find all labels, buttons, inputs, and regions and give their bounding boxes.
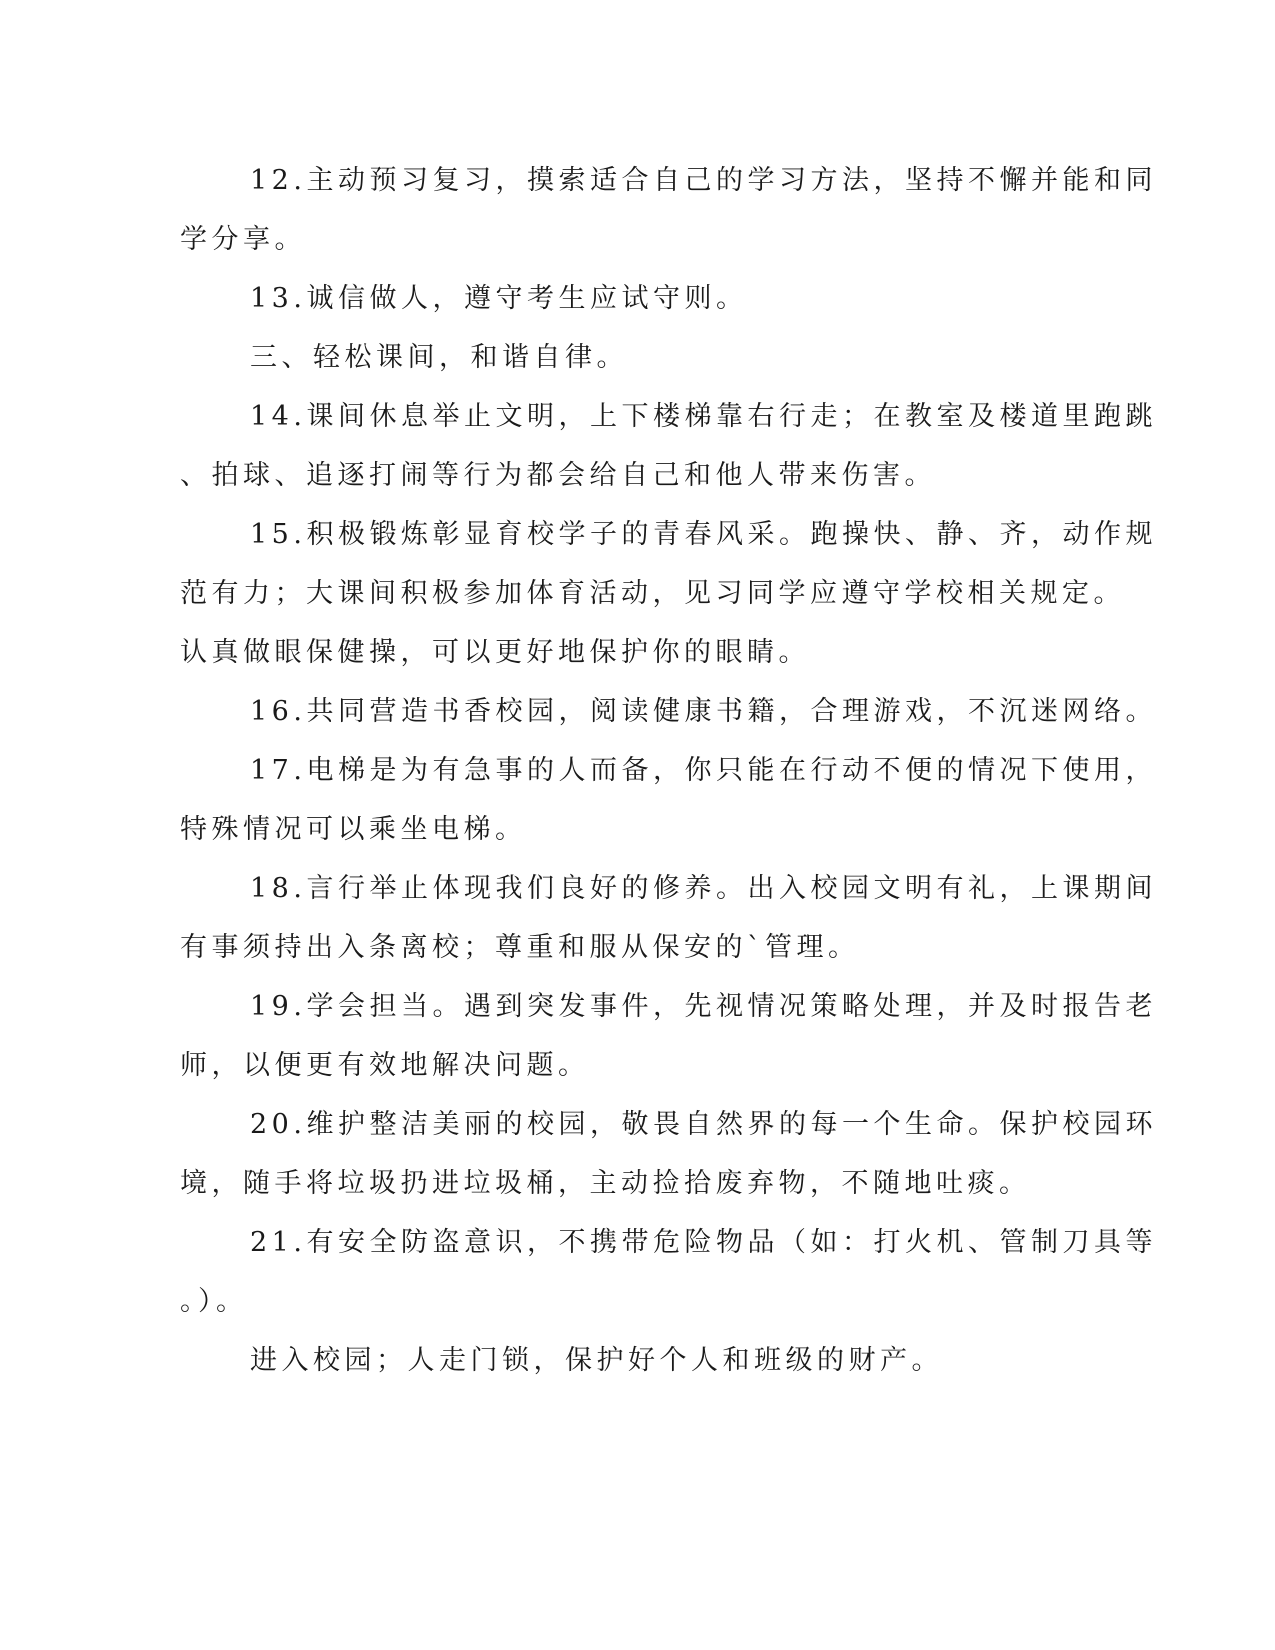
text-line: 19.学会担当。遇到突发事件，先视情况策略处理，并及时报告老 — [250, 991, 1157, 1022]
text-line: 13.诚信做人，遵守考生应试守则。 — [250, 283, 748, 314]
text-line: 21.有安全防盗意识，不携带危险物品（如：打火机、管制刀具等 — [250, 1227, 1157, 1258]
text-line: 有事须持出入条离校；尊重和服从保安的`管理。 — [180, 932, 860, 963]
text-line: 14.课间休息举止文明，上下楼梯靠右行走；在教室及楼道里跑跳 — [250, 401, 1157, 432]
text-line: 进入校园；人走门锁，保护好个人和班级的财产。 — [250, 1345, 943, 1376]
text-line: 境，随手将垃圾扔进垃圾桶，主动捡拾废弃物，不随地吐痰。 — [180, 1168, 1031, 1199]
text-line: 认真做眼保健操，可以更好地保护你的眼睛。 — [180, 637, 810, 668]
text-line: 三、轻松课间，和谐自律。 — [250, 342, 628, 373]
text-line: 。）。 — [180, 1286, 248, 1317]
text-line: 、拍球、追逐打闹等行为都会给自己和他人带来伤害。 — [180, 460, 936, 491]
text-line: 范有力；大课间积极参加体育活动，见习同学应遵守学校相关规定。 — [180, 578, 1125, 609]
text-line: 特殊情况可以乘坐电梯。 — [180, 814, 527, 845]
text-line: 学分享。 — [180, 224, 306, 255]
text-line: 16.共同营造书香校园，阅读健康书籍，合理游戏，不沉迷网络。 — [250, 696, 1157, 727]
text-line: 12.主动预习复习，摸索适合自己的学习方法，坚持不懈并能和同 — [250, 165, 1157, 196]
text-line: 师，以便更有效地解决问题。 — [180, 1050, 590, 1081]
text-line: 18.言行举止体现我们良好的修养。出入校园文明有礼，上课期间 — [250, 873, 1157, 904]
text-line: 17.电梯是为有急事的人而备，你只能在行动不便的情况下使用， — [250, 755, 1157, 786]
text-line: 20.维护整洁美丽的校园，敬畏自然界的每一个生命。保护校园环 — [250, 1109, 1157, 1140]
text-line: 15.积极锻炼彰显育校学子的青春风采。跑操快、静、齐，动作规 — [250, 519, 1157, 550]
